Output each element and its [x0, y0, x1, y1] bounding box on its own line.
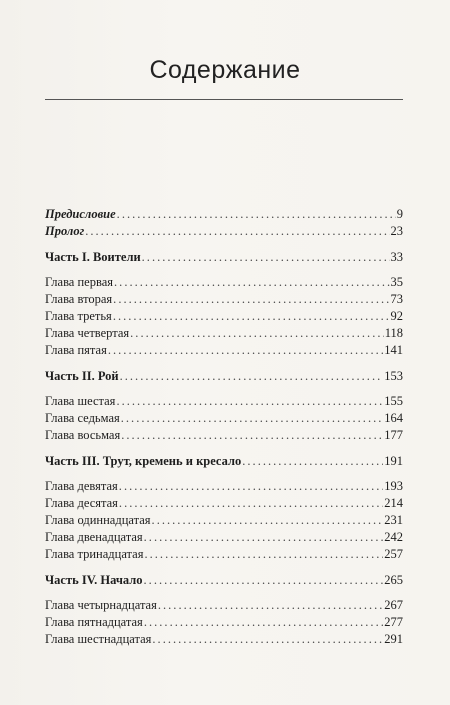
toc-chapter[interactable]: [45, 478, 403, 495]
toc-chapter-label: Глава четвертая: [45, 326, 130, 340]
dot-leader: [158, 597, 383, 614]
toc-part-4[interactable]: [45, 572, 403, 589]
toc-part-label: Часть IV. Начало: [45, 573, 143, 587]
toc-part-2[interactable]: [45, 368, 403, 385]
toc-chapter-label: Глава десятая: [45, 496, 118, 510]
dot-leader: [144, 529, 384, 546]
toc-entry-prologue[interactable]: [45, 223, 403, 240]
toc-page-number: 277: [384, 615, 403, 629]
toc-part-label: Часть II. Рой: [45, 369, 119, 383]
dot-leader: [116, 393, 383, 410]
toc-chapter[interactable]: [45, 546, 403, 563]
dot-leader: [152, 512, 384, 529]
toc-page-number: 177: [384, 428, 403, 442]
toc-page-number: 23: [390, 224, 403, 238]
toc-page-number: 164: [384, 411, 403, 425]
toc-chapter[interactable]: [45, 614, 403, 631]
dot-leader: [144, 572, 384, 589]
toc-page-number: 193: [384, 479, 403, 493]
dot-leader: [113, 291, 389, 308]
toc-page-number: 118: [384, 326, 403, 340]
toc-page-number: 141: [384, 343, 403, 357]
dot-leader: [130, 325, 384, 342]
toc-chapter[interactable]: [45, 291, 403, 308]
toc-chapter[interactable]: [45, 427, 403, 444]
toc-chapter[interactable]: [45, 274, 403, 291]
toc-chapter-label: Глава тринадцатая: [45, 547, 144, 561]
toc-chapter-label: Глава четырнадцатая: [45, 598, 157, 612]
toc-chapter-label: Глава одиннадцатая: [45, 513, 151, 527]
dot-leader: [113, 308, 390, 325]
toc-page-number: 92: [390, 309, 403, 323]
toc-chapter[interactable]: [45, 597, 403, 614]
toc-part-3[interactable]: [45, 453, 403, 470]
dot-leader: [242, 453, 383, 470]
toc-entry-label: Пролог: [45, 224, 85, 238]
dot-leader: [119, 478, 383, 495]
toc-part-1[interactable]: [45, 249, 403, 266]
title-divider: [45, 99, 403, 100]
toc-chapter-label: Глава двенадцатая: [45, 530, 143, 544]
toc-page-number: 257: [384, 547, 403, 561]
toc-page-number: 231: [384, 513, 403, 527]
toc-chapter[interactable]: [45, 325, 403, 342]
dot-leader: [144, 546, 383, 563]
toc-page-number: 191: [384, 454, 403, 468]
toc-part-label: Часть III. Трут, кремень и кресало: [45, 454, 242, 468]
toc-chapter[interactable]: [45, 308, 403, 325]
dot-leader: [119, 495, 383, 512]
dot-leader: [114, 274, 389, 291]
toc-chapter[interactable]: [45, 529, 403, 546]
dot-leader: [121, 427, 383, 444]
toc-page-number: 73: [390, 292, 403, 306]
toc-chapter-label: Глава шестнадцатая: [45, 632, 152, 646]
dot-leader: [144, 614, 383, 631]
toc-chapter-label: Глава пятнадцатая: [45, 615, 143, 629]
toc-chapter-label: Глава вторая: [45, 292, 113, 306]
toc-chapter[interactable]: [45, 495, 403, 512]
toc-chapter-label: Глава пятая: [45, 343, 107, 357]
dot-leader: [152, 631, 383, 648]
toc-chapter-label: Глава третья: [45, 309, 112, 323]
toc-part-label: Часть I. Воители: [45, 250, 141, 264]
dot-leader: [120, 368, 384, 385]
toc-chapter-label: Глава восьмая: [45, 428, 121, 442]
toc-page-number: 214: [384, 496, 403, 510]
toc-chapter-label: Глава седьмая: [45, 411, 120, 425]
toc-chapter[interactable]: [45, 342, 403, 359]
toc-page-number: 33: [390, 250, 403, 264]
toc-chapter[interactable]: [45, 393, 403, 410]
toc-page-number: 291: [384, 632, 403, 646]
dot-leader: [142, 249, 390, 266]
toc-chapter[interactable]: [45, 410, 403, 427]
toc-page-number: 242: [384, 530, 403, 544]
dot-leader: [117, 206, 396, 223]
toc-chapter-label: Глава девятая: [45, 479, 118, 493]
page-title: Содержание: [149, 56, 301, 84]
dot-leader: [108, 342, 383, 359]
dot-leader: [85, 223, 389, 240]
toc-page-number: 35: [390, 275, 403, 289]
toc-chapter[interactable]: [45, 512, 403, 529]
toc-page-number: 9: [396, 207, 403, 221]
toc-page-number: 153: [384, 369, 403, 383]
toc-entry-preface[interactable]: [45, 206, 403, 223]
toc-page-number: 155: [384, 394, 403, 408]
toc-chapter-label: Глава шестая: [45, 394, 116, 408]
toc-chapter-label: Глава первая: [45, 275, 114, 289]
table-of-contents: [45, 206, 403, 648]
toc-page-number: 267: [384, 598, 403, 612]
toc-entry-label: Предисловие: [45, 207, 116, 221]
toc-chapter[interactable]: [45, 631, 403, 648]
dot-leader: [121, 410, 384, 427]
toc-page-number: 265: [384, 573, 403, 587]
